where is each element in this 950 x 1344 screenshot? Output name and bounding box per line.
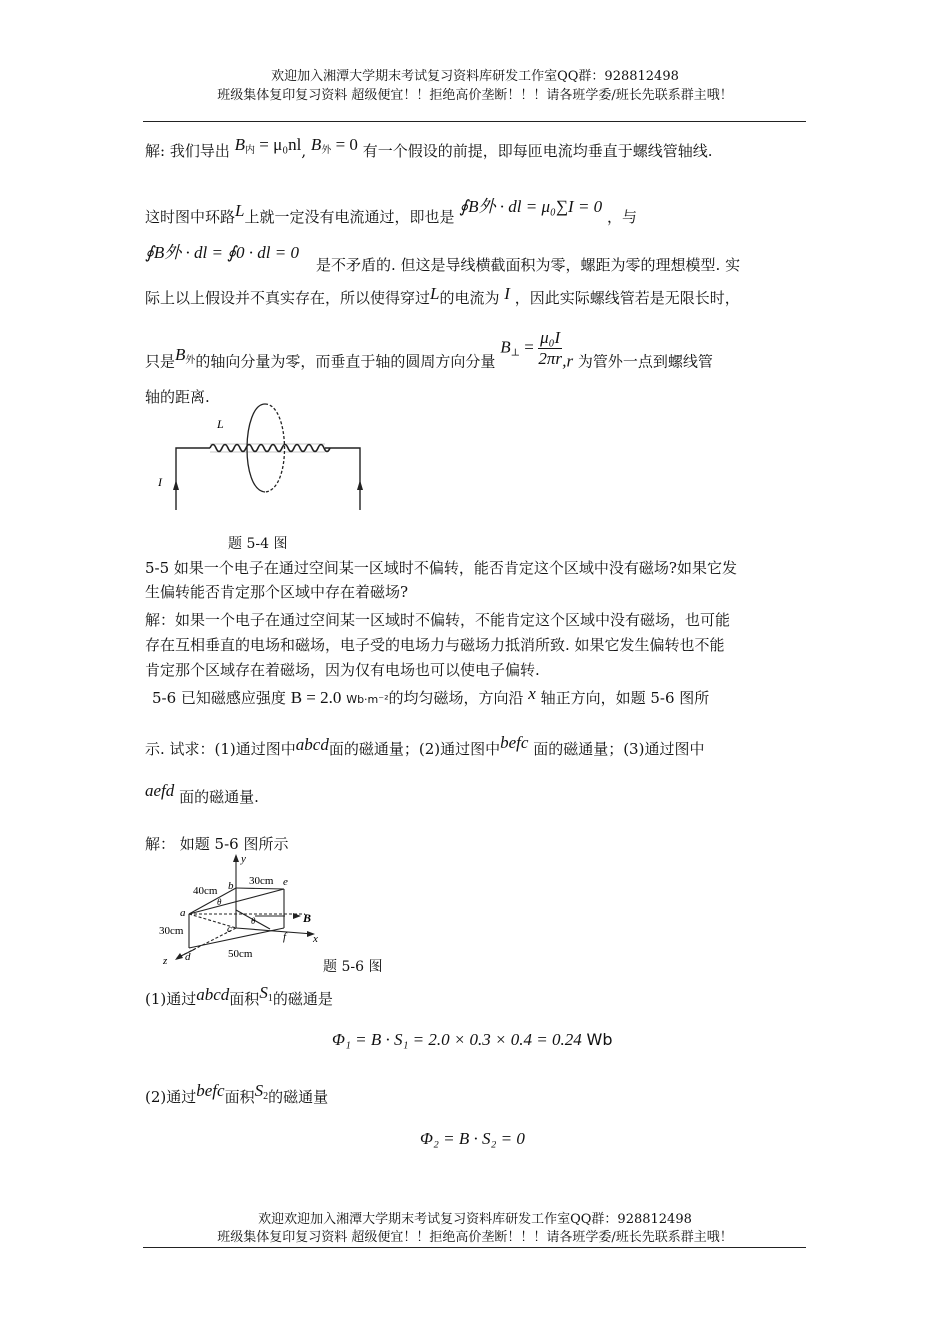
fig-label-c: c bbox=[227, 923, 232, 935]
fig-dim-30cm-top: 30cm bbox=[249, 875, 274, 887]
formula-b-value: B = 2.0 bbox=[290, 688, 342, 707]
s54-line-1 bbox=[145, 135, 713, 162]
footer-line-1: 欢迎欢迎加入湘潭大学期末考试复习资料库研发工作室QQ群：928812498 bbox=[258, 1212, 692, 1227]
figure-5-4 bbox=[150, 400, 380, 520]
text-befc: befc bbox=[500, 733, 529, 752]
s56-q-line-1: 5-6 已知磁感应强度 B = 2.0 Wb·m⁻²的均匀磁场，方向沿 x 轴正方向，如题 5-6 图所 bbox=[152, 684, 710, 707]
fig-label-b: b bbox=[228, 880, 234, 892]
edge-df bbox=[189, 928, 284, 948]
s54-line-4: 际上以上假设并不真实存在，所以使得穿过L的电流为 I ，因此实际螺线管若是无限长时， bbox=[145, 284, 740, 307]
text-L: L bbox=[430, 284, 440, 303]
s55-q-line-2: 生偏转能否肯定那个区域中存在着磁场? bbox=[145, 583, 409, 601]
s54-line-3a bbox=[145, 238, 299, 263]
fig-label-B: B bbox=[303, 911, 312, 925]
figure-5-6 bbox=[155, 850, 330, 975]
fig-label-I: I bbox=[158, 475, 162, 489]
fig-label-theta-2: θ bbox=[251, 916, 256, 926]
loop-front bbox=[247, 404, 265, 492]
current-arrow-right bbox=[357, 480, 363, 490]
header-line-2: 班级集体复印复习资料 超级便宜！！拒绝高价垄断！！！请各班学委/班长先联系群主哦！ bbox=[217, 88, 733, 103]
footer-rule bbox=[143, 1247, 806, 1248]
figure-5-6-caption: 题 5-6 图 bbox=[323, 959, 383, 975]
s56-solution-intro: 解： 如题 5-6 图所示 bbox=[145, 835, 289, 853]
loop-L: L bbox=[235, 201, 245, 220]
text-x: x bbox=[528, 684, 536, 703]
formula-zero-integral: ∮B外 · dl = ∮0 · dl = 0 bbox=[145, 243, 299, 262]
s55-a-line-3: 肯定那个区域存在着磁场，因为仅有电场也可以使电子偏转. bbox=[145, 661, 540, 679]
text-abcd-2: abcd bbox=[196, 985, 230, 1004]
current-arrow-left bbox=[173, 480, 179, 490]
formula-phi1: Φ₁ = B · S₁ = 2.0 × 0.3 × 0.4 = 0.24 bbox=[332, 1030, 582, 1049]
fig-dim-40cm: 40cm bbox=[193, 885, 218, 897]
formula-b-outer: $B_外 = 0$ bbox=[310, 135, 358, 156]
text: 有一个假设的前提，即每匝电流均垂直于螺线管轴线. bbox=[362, 142, 713, 160]
edge-be bbox=[236, 888, 284, 889]
unit-wb-m2: Wb·m⁻² bbox=[346, 693, 389, 706]
fig-label-e: e bbox=[283, 876, 288, 888]
s56-eq1 bbox=[332, 1030, 613, 1050]
fig-label-L: L bbox=[217, 417, 224, 431]
s55-q-line-1: 5-5 如果一个电子在通过空间某一区域时不偏转，能否肯定这个区域中没有磁场?如果它发 bbox=[145, 559, 737, 577]
header-line-1: 欢迎加入湘潭大学期末考试复习资料库研发工作室QQ群：928812498 bbox=[271, 69, 679, 84]
fig-label-a: a bbox=[180, 907, 186, 919]
fig-label-theta-1: θ bbox=[217, 897, 222, 907]
header-rule bbox=[143, 121, 806, 122]
fig-label-f: f bbox=[283, 931, 287, 943]
unit-wb: Wb bbox=[586, 1030, 613, 1049]
formula-loop-integral: ∮B外 · dl = μ₀∑I = 0 bbox=[459, 197, 603, 216]
s55-a-line-2: 存在互相垂直的电场和磁场，电子受的电场力与磁场力抵消所致. 如果它发生偏转也不能 bbox=[145, 636, 725, 654]
s54-line-3: 是不矛盾的. 但这是导线横截面积为零，螺距为零的理想模型. 实 bbox=[316, 256, 741, 274]
figure-5-4-caption: 题 5-4 图 bbox=[228, 536, 288, 552]
text: 解: 我们导出 bbox=[145, 142, 230, 160]
fig-label-x: x bbox=[313, 933, 318, 945]
text-s2: $S_2$ bbox=[254, 1081, 269, 1102]
text-aefd: aefd bbox=[145, 781, 175, 800]
formula-b-inner: $B_内 = \mu_0nl$ bbox=[234, 135, 302, 156]
s54-line-5: 只是$B_外$的轴向分量为零，而垂直于轴的圆周方向分量 $B_\perp$ = $\frac{\text{μ₀I}}{2\pi r}$ ,r 为管外一点到螺线管 bbox=[145, 328, 713, 371]
fig-dim-30cm-left: 30cm bbox=[159, 925, 184, 937]
left-wire bbox=[176, 448, 210, 510]
formula-phi2: Φ₂ = B · S₂ = 0 bbox=[420, 1129, 525, 1148]
text-befc-2: befc bbox=[196, 1081, 225, 1100]
s56-part1: (1)通过abcd面积$S_1$的磁通是 bbox=[145, 983, 333, 1008]
text-r: ,r bbox=[562, 351, 574, 371]
s56-eq2 bbox=[420, 1129, 525, 1149]
x-axis bbox=[236, 928, 313, 934]
text-s1: $S_1$ bbox=[259, 983, 273, 1004]
solenoid-coil bbox=[210, 444, 330, 452]
s56-q-line-3: aefd 面的磁通量. bbox=[145, 781, 259, 806]
formula-b-outer-2: $B_外$ bbox=[175, 345, 196, 367]
s54-line-2: 这时图中环路L上就一定没有电流通过，即也是 ∮B外 · dl = μ₀∑I = 0 ，与 bbox=[145, 197, 637, 226]
footer-line-2: 班级集体复印复习资料 超级便宜！！拒绝高价垄断！！！请各班学委/班长先联系群主哦！ bbox=[217, 1230, 733, 1245]
text-abcd: abcd bbox=[295, 735, 329, 754]
fig-label-d: d bbox=[185, 951, 191, 963]
s56-q-line-2: 示. 试求：(1)通过图中abcd面的磁通量；(2)通过图中befc 面的磁通量；(3)通过图中 bbox=[145, 733, 705, 758]
s54-line-6: 轴的距离. bbox=[145, 388, 210, 406]
s56-part2: (2)通过befc面积$S_2$的磁通量 bbox=[145, 1081, 329, 1106]
formula-b-perp: $B_\perp$ = $\frac{\text{μ₀I}}{2\pi r}$ bbox=[500, 328, 562, 368]
right-wire bbox=[325, 448, 360, 510]
text: , bbox=[301, 142, 307, 160]
fig-label-z: z bbox=[163, 955, 168, 967]
s55-a-line-1: 解：如果一个电子在通过空间某一区域时不偏转，不能肯定这个区域中没有磁场，也可能 bbox=[145, 611, 731, 629]
fig-label-y: y bbox=[241, 853, 246, 865]
fig-dim-50cm: 50cm bbox=[228, 948, 253, 960]
text-I: I bbox=[504, 284, 510, 303]
